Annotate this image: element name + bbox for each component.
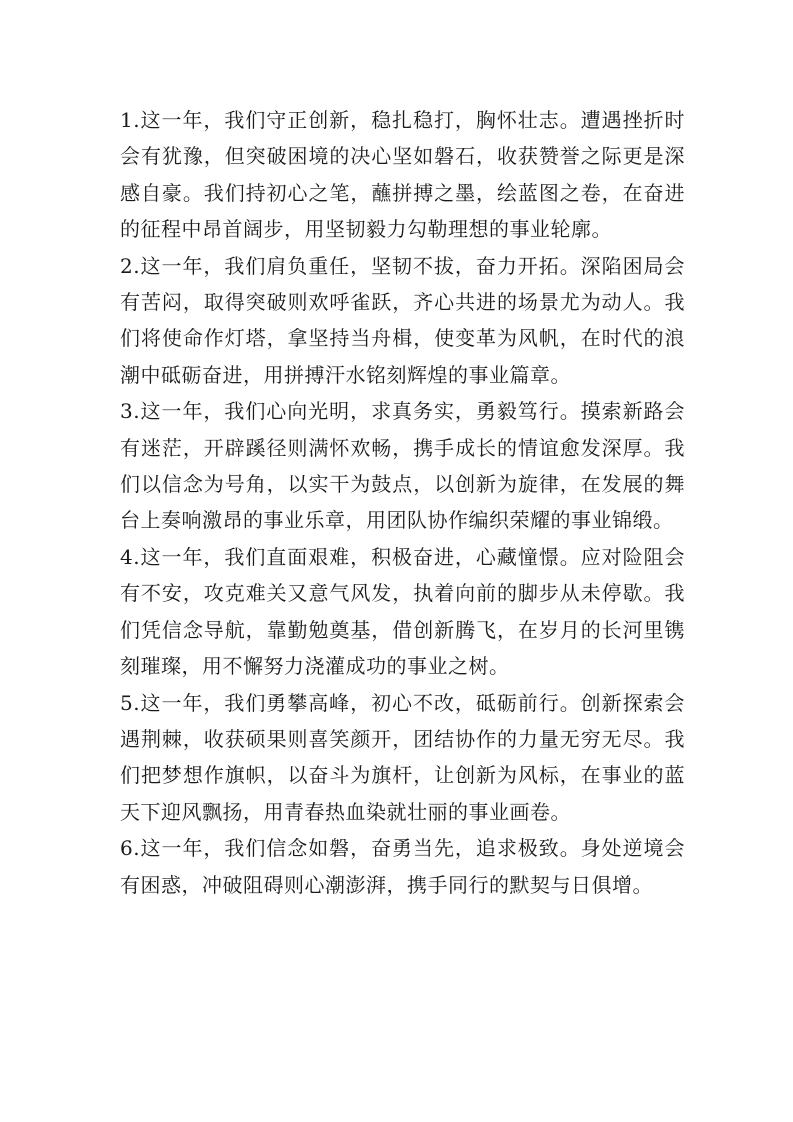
document-body (120, 102, 685, 903)
paragraph-2: 2.这一年，我们肩负重任，坚韧不拔，奋力开拓。深陷困局会有苦闷，取得突破则欢呼雀跃，齐心共进的场景尤为动人。我们将使命作灯塔，拿坚持当舟楫，使变革为风帆，在时代的浪潮中砥砺奋进，用拼搏汗水铭刻辉煌的事业篇章。 (120, 253, 685, 387)
paragraph-6: 6.这一年，我们信念如磐，奋勇当先，追求极致。身处逆境会有困惑，冲破阻碍则心潮澎湃，携手同行的默契与日俱增。 (120, 836, 685, 897)
paragraph-4: 4.这一年，我们直面艰难，积极奋进，心藏憧憬。应对险阻会有不安，攻克难关又意气风发，执着向前的脚步从未停歇。我们凭信念导航，靠勤勉奠基，借创新腾飞，在岁月的长河里镌刻璀璨，用不懈努力浇灌成功的事业之树。 (120, 544, 685, 679)
paragraph-1: 1.这一年，我们守正创新，稳扎稳打，胸怀壮志。遭遇挫折时会有犹豫，但突破困境的决心坚如磐石，收获赞誉之际更是深感自豪。我们持初心之笔，蘸拼搏之墨，绘蓝图之卷，在奋进的征程中昂首阔步，用坚韧毅力勾勒理想的事业轮廓。 (120, 108, 685, 242)
paragraph-3: 3.这一年，我们心向光明，求真务实，勇毅笃行。摸索新路会有迷茫，开辟蹊径则满怀欢畅，携手成长的情谊愈发深厚。我们以信念为号角，以实干为鼓点，以创新为旋律，在发展的舞台上奏响激昂的事业乐章，用团队协作编织荣耀的事业锦缎。 (120, 399, 685, 533)
paragraph-5: 5.这一年，我们勇攀高峰，初心不改，砥砺前行。创新探索会遇荆棘，收获硕果则喜笑颜开，团结协作的力量无穷无尽。我们把梦想作旗帜，以奋斗为旗杆，让创新为风标，在事业的蓝天下迎风飘扬，用青春热血染就壮丽的事业画卷。 (120, 690, 685, 824)
